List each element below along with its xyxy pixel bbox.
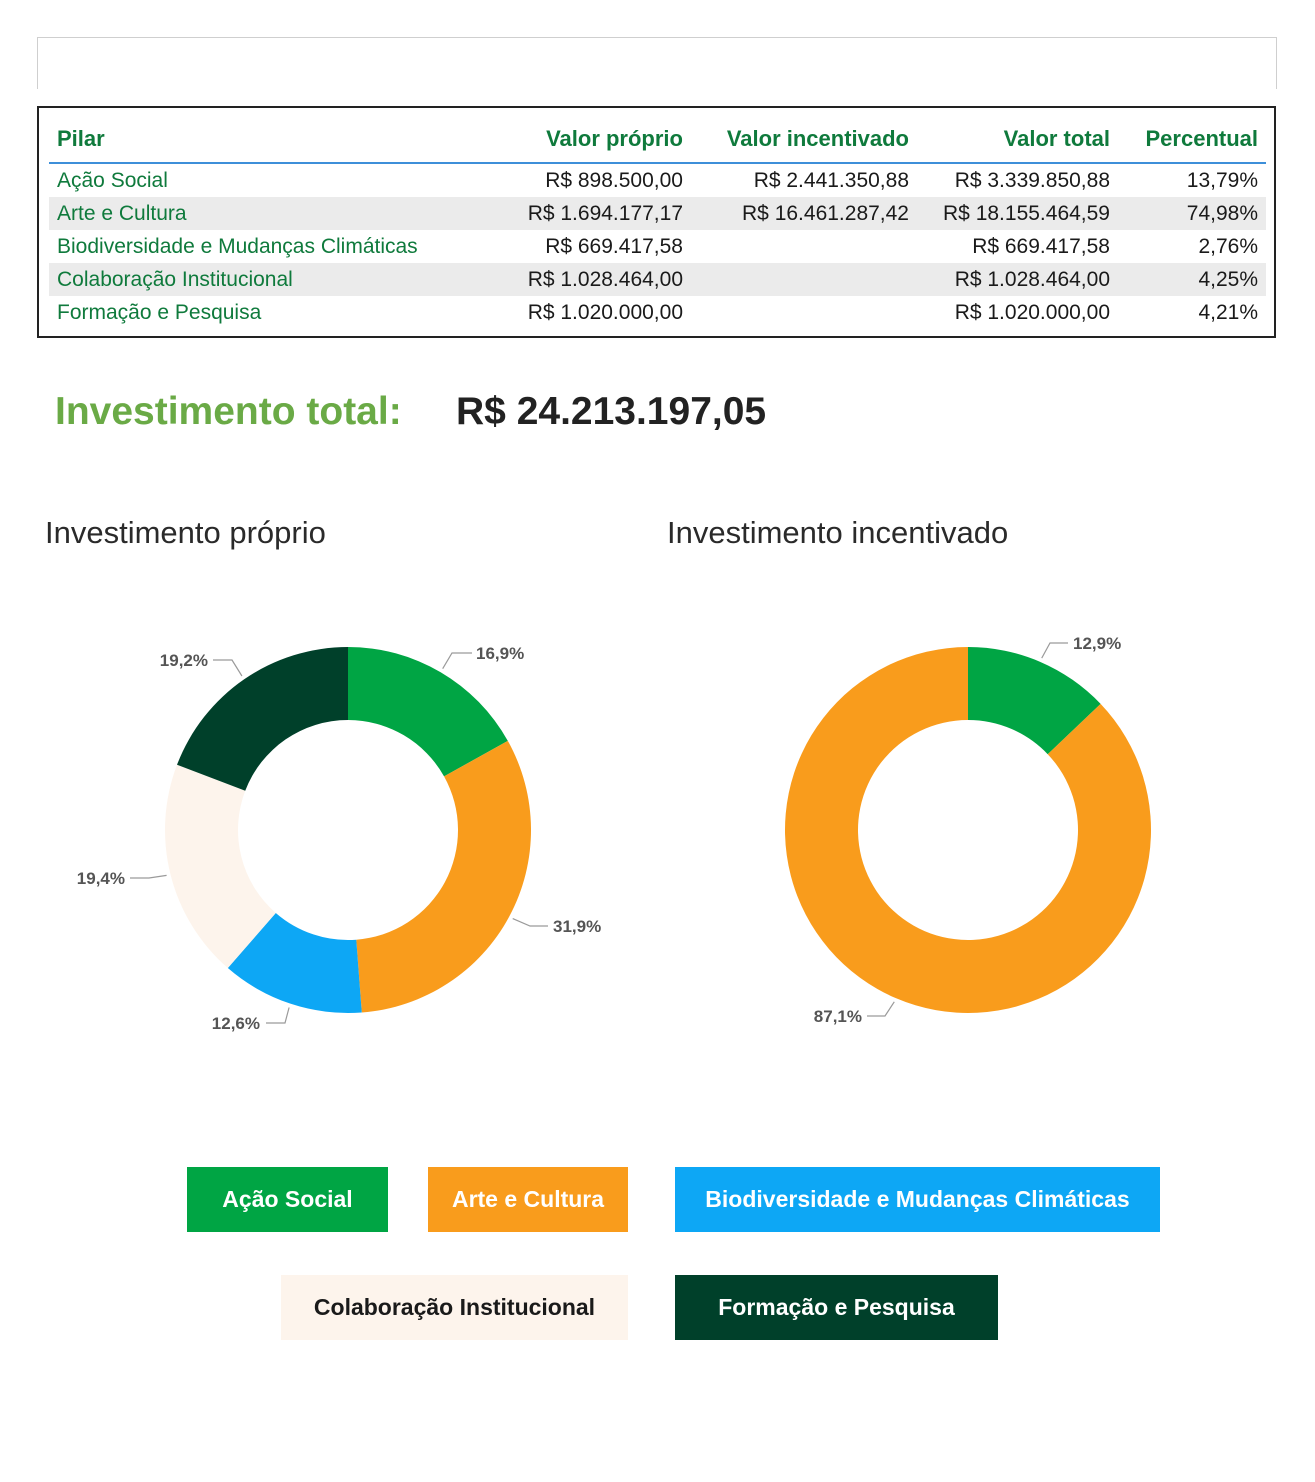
total-investment-value: R$ 24.213.197,05 [456, 390, 767, 433]
cell-percentual: 13,79% [1186, 168, 1258, 192]
data-label: 12,9% [1073, 634, 1122, 653]
legend-label: Ação Social [222, 1186, 353, 1212]
total-investment-label: Investimento total: [55, 390, 402, 433]
cell-valor-proprio: R$ 898.500,00 [545, 168, 683, 192]
cell-valor-proprio: R$ 1.020.000,00 [527, 300, 683, 324]
data-label: 19,2% [159, 651, 208, 670]
data-label: 12,6% [211, 1014, 260, 1033]
legend-item-acao-social [187, 1167, 388, 1232]
cell-pilar: Formação e Pesquisa [57, 300, 262, 324]
cell-valor-incentivado: R$ 2.441.350,88 [753, 168, 909, 192]
cell-percentual: 4,25% [1118, 263, 1266, 296]
header-percentual: Percentual [1118, 116, 1266, 163]
cell-percentual: 74,98% [1118, 197, 1266, 230]
header-valor-incentivado: Valor incentivado [691, 116, 917, 163]
cell-valor-total: R$ 1.020.000,00 [954, 300, 1110, 324]
cell-valor-total: R$ 1.028.464,00 [917, 263, 1118, 296]
cell-pilar: Biodiversidade e Mudanças Climáticas [57, 234, 418, 258]
legend-item-formacao [675, 1275, 998, 1340]
cell-valor-total: R$ 669.417,58 [972, 234, 1110, 258]
legend-label: Colaboração Institucional [313, 1294, 596, 1320]
header-valor-proprio: Valor próprio [495, 116, 691, 163]
data-label: 19,4% [76, 869, 125, 888]
legend-item-colaboracao [281, 1275, 628, 1340]
legend-item-arte-cultura [428, 1167, 628, 1232]
data-label: 16,9% [476, 644, 525, 663]
leader-line [1042, 643, 1068, 658]
cell-valor-incentivado: R$ 16.461.287,42 [691, 197, 917, 230]
cell-valor-total: R$ 18.155.464,59 [917, 197, 1118, 230]
cell-pilar: Colaboração Institucional [49, 263, 495, 296]
data-label: 31,9% [553, 917, 602, 936]
leader-line [867, 1002, 894, 1016]
header-valor-total: Valor total [917, 116, 1118, 163]
legend-label: Biodiversidade e Mudanças Climáticas [705, 1186, 1130, 1212]
header-pilar: Pilar [49, 116, 495, 163]
chart-title-incentivado: Investimento incentivado [667, 515, 1009, 550]
cell-valor-proprio: R$ 669.417,58 [545, 234, 683, 258]
data-label: 87,1% [813, 1007, 862, 1026]
cell-percentual: 4,21% [1198, 300, 1258, 324]
cell-percentual: 2,76% [1198, 234, 1258, 258]
legend-label: Formação e Pesquisa [718, 1294, 955, 1320]
legend-label: Arte e Cultura [451, 1186, 605, 1212]
cell-valor-proprio: R$ 1.694.177,17 [495, 197, 691, 230]
cell-pilar: Arte e Cultura [49, 197, 495, 230]
cell-valor-total: R$ 3.339.850,88 [954, 168, 1110, 192]
chart-title-proprio: Investimento próprio [45, 515, 326, 550]
cell-valor-proprio: R$ 1.028.464,00 [495, 263, 691, 296]
legend-item-biodiversidade [675, 1167, 1160, 1232]
cell-pilar: Ação Social [57, 168, 168, 192]
